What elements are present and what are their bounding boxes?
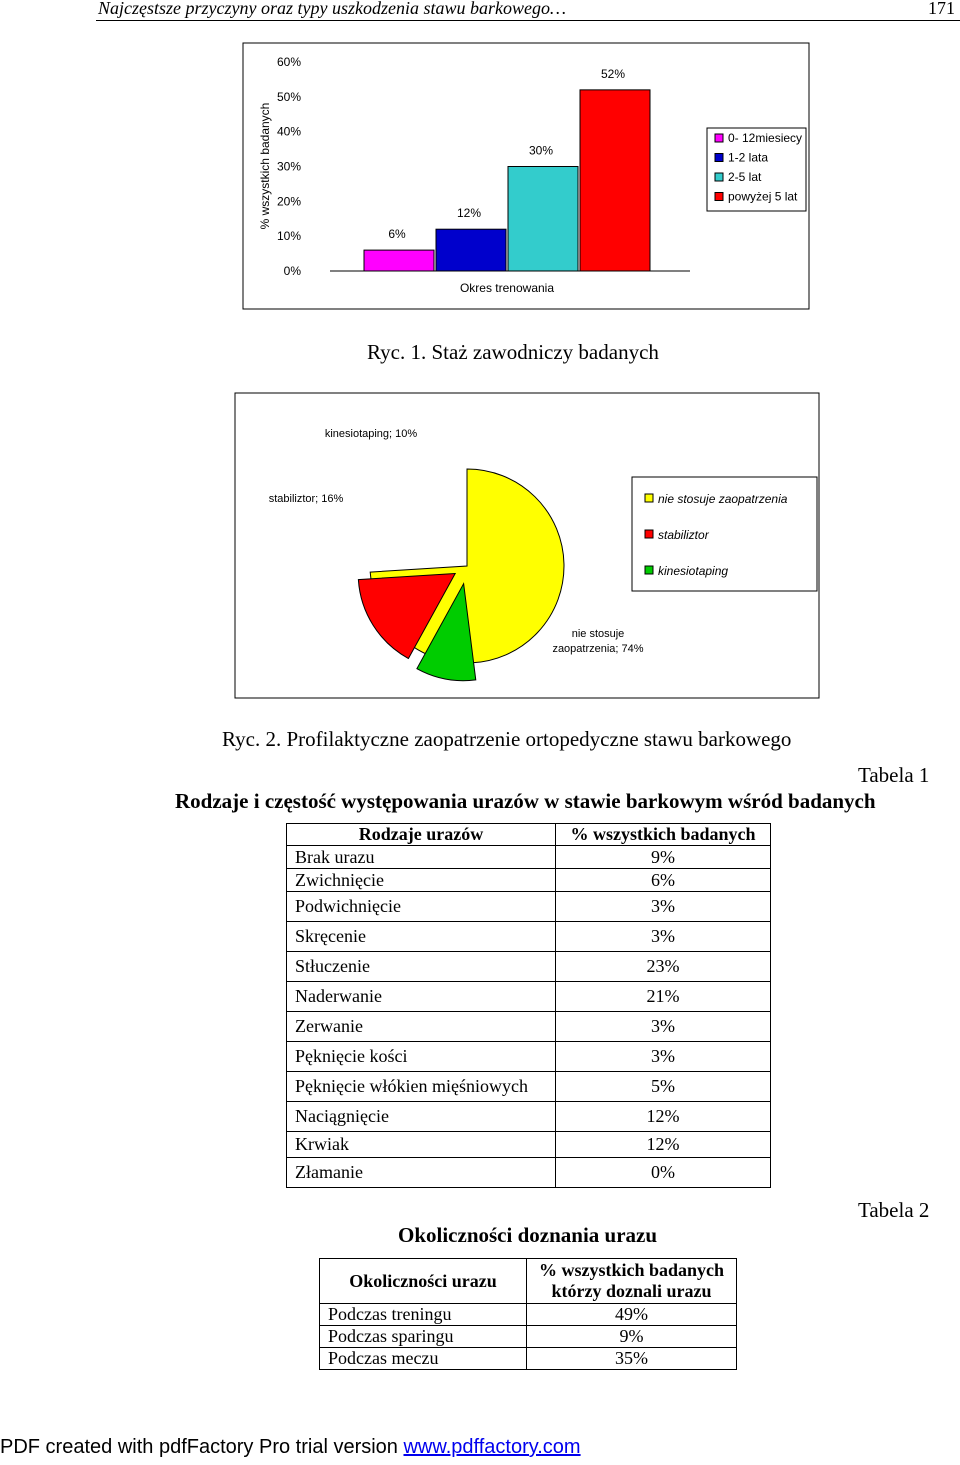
pie-slice-label: kinesiotaping; 10% [324,428,418,440]
y-tick-label: 50% [276,89,301,104]
legend-label: stabiliztor [658,528,709,542]
legend-label: 2-5 lat [728,170,762,184]
legend-swatch [645,566,653,574]
figure-1-caption: Ryc. 1. Staż zawodniczy badanych [367,340,659,364]
legend-label: 1-2 lata [728,150,769,165]
injury-type-cell: Pęknięcie kości [287,1042,556,1072]
injury-percent-cell: 9% [556,846,771,869]
y-axis-label: % wszystkich badanych [258,102,272,230]
injury-percent-cell: 3% [556,1042,771,1072]
injury-type-cell: Pęknięcie włókien mięśniowych [287,1072,556,1102]
bar-data-label: 6% [388,227,406,242]
injury-type-cell: Skręcenie [287,922,556,952]
y-tick-label: 40% [276,124,301,139]
injury-percent-cell: 3% [556,922,771,952]
table-1-row [287,922,771,952]
table-2-header-line: którzy doznali urazu [551,1281,712,1301]
x-axis-label: Okres trenowania [459,281,555,295]
legend-label: kinesiotaping [658,564,729,578]
injury-type-cell: Zerwanie [287,1012,556,1042]
pie-slice-label: stabiliztor; 16% [268,493,344,505]
table-1-label: Tabela 1 [858,763,930,787]
footer-link[interactable]: www.pdffactory.com [403,1436,581,1458]
table-1-header-row [287,824,771,846]
table-2-row [320,1326,737,1348]
legend-label: powyżej 5 lat [728,189,798,204]
table-2-title: Okoliczności doznania urazu [398,1223,658,1247]
bar-data-label: 52% [600,66,626,81]
injury-percent-cell: 6% [556,869,771,892]
injury-percent-cell: 0% [556,1158,771,1188]
pdf-footer [0,1436,581,1459]
pie-slice-label: nie stosuje [571,628,625,640]
pie-chart-figure [0,0,960,710]
table-1 [286,823,771,1188]
circumstance-percent-cell: 35% [527,1348,737,1370]
table-1-row [287,982,771,1012]
injury-percent-cell: 3% [556,1012,771,1042]
injury-type-cell: Naderwanie [287,982,556,1012]
bar-data-label: 12% [456,206,482,221]
table-1-row [287,1072,771,1102]
injury-type-cell: Naciągnięcie [287,1102,556,1132]
table-2-header-cell: Okoliczności urazu [320,1259,527,1304]
table-2-row [320,1304,737,1326]
table-1-row [287,846,771,869]
legend-label: 0- 12miesiecy [728,131,803,145]
y-tick-label: 20% [276,194,301,209]
table-1-row [287,1102,771,1132]
table-1-title: Rodzaje i częstość występowania urazów w stawie barkowym wśród badanych [175,789,876,813]
circumstance-cell: Podczas treningu [320,1304,527,1326]
running-header-title: Najczęstsze przyczyny oraz typy uszkodzenia stawu barkowego… [98,0,566,18]
injury-percent-cell: 23% [556,952,771,982]
table-2-header-cell [527,1259,737,1304]
injury-type-cell: Krwiak [287,1132,556,1158]
table-2 [319,1258,737,1370]
injury-percent-cell: 3% [556,892,771,922]
table-2-header-row [320,1259,737,1304]
table-1-row [287,952,771,982]
legend-swatch [645,530,653,538]
circumstance-cell: Podczas meczu [320,1348,527,1370]
injury-percent-cell: 12% [556,1102,771,1132]
table-2-row [320,1348,737,1370]
table-1-row [287,1158,771,1188]
page-number: 171 [928,0,955,18]
footer-text: PDF created with pdfFactory Pro trial version [0,1436,404,1458]
figure-2-caption: Ryc. 2. Profilaktyczne zaopatrzenie ortopedyczne stawu barkowego [222,727,792,751]
injury-percent-cell: 5% [556,1072,771,1102]
table-1-row [287,1012,771,1042]
y-tick-label: 30% [276,159,301,174]
injury-type-cell: Podwichnięcie [287,892,556,922]
injury-type-cell: Zwichnięcie [287,869,556,892]
y-tick-label: 10% [276,229,301,244]
injury-percent-cell: 21% [556,982,771,1012]
y-tick-label: 60% [276,55,301,69]
table-1-header-cell: Rodzaje urazów [287,824,556,846]
injury-type-cell: Stłuczenie [287,952,556,982]
table-2-label: Tabela 2 [858,1198,930,1222]
legend-label: nie stosuje zaopatrzenia [658,492,788,506]
circumstance-percent-cell: 9% [527,1326,737,1348]
table-1-row [287,1132,771,1158]
injury-percent-cell: 12% [556,1132,771,1158]
bar-data-label: 30% [528,143,554,158]
injury-type-cell: Brak urazu [287,846,556,869]
table-1-row [287,1042,771,1072]
circumstance-percent-cell: 49% [527,1304,737,1326]
y-tick-label: 0% [283,264,301,278]
pie-slice-label: zaopatrzenia; 74% [552,643,644,655]
table-1-row [287,869,771,892]
table-1-header-cell: % wszystkich badanych [556,824,771,846]
table-1-row [287,892,771,922]
table-2-header-line: % wszystkich badanych [538,1260,725,1280]
circumstance-cell: Podczas sparingu [320,1326,527,1348]
legend-swatch [645,494,653,502]
injury-type-cell: Złamanie [287,1158,556,1188]
